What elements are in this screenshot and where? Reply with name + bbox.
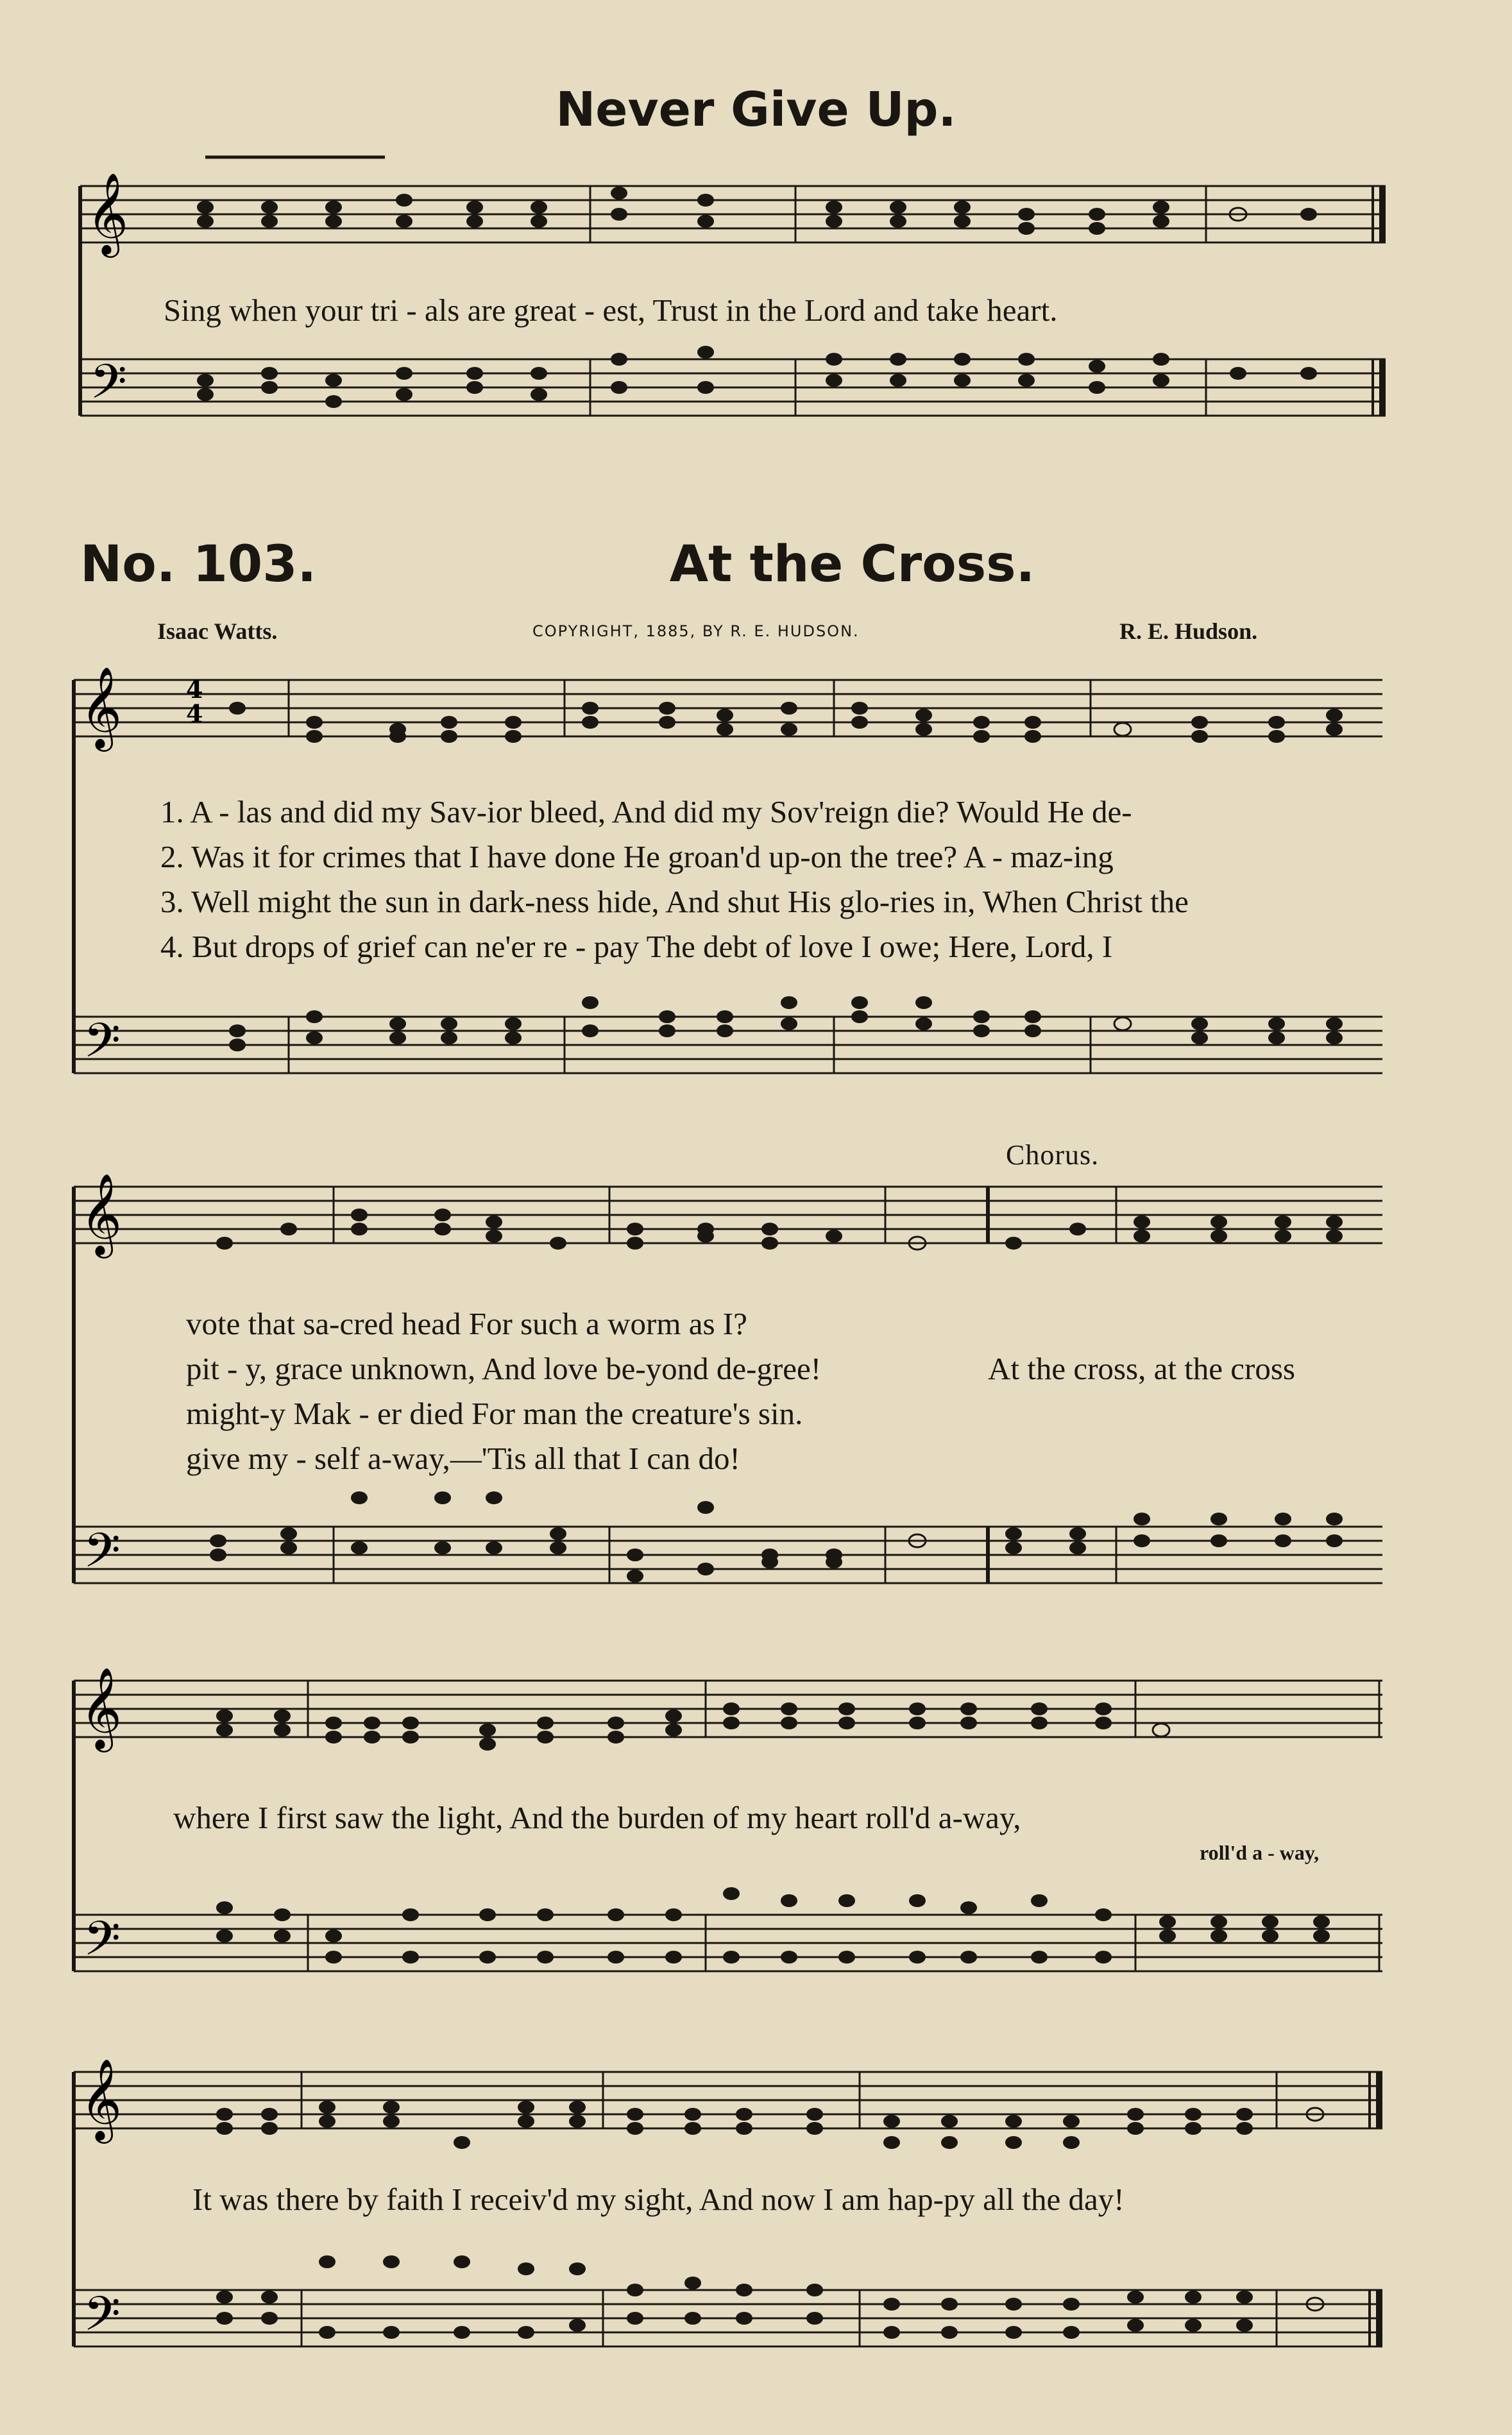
top-hymn-lyric: Sing when your tri - als are great - est, Trust in the Lord and take heart. — [164, 293, 1058, 328]
hymn-title: At the Cross. — [669, 536, 1035, 593]
verse-4-line: 4. But drops of grief can ne'er re - pay The debt of love I owe; Here, Lord, I — [160, 929, 1113, 964]
verse-2-line: 2. Was it for crimes that I have done He groan'd up-on the tree? A - maz-ing — [160, 839, 1114, 874]
svg-text:𝄞: 𝄞 — [80, 1667, 123, 1749]
svg-text:𝄞: 𝄞 — [80, 2058, 123, 2140]
composer-credit: R. E. Hudson. — [1119, 618, 1258, 644]
top-hymn-title: Never Give Up. — [556, 82, 956, 137]
svg-text:4: 4 — [186, 675, 203, 704]
svg-text:𝄢: 𝄢 — [83, 1523, 121, 1590]
chorus-label: Chorus. — [1006, 1139, 1100, 1171]
chorus-echo: roll'd a - way, — [1200, 1841, 1320, 1864]
verse-2-end: pit - y, grace unknown, And love be-yond de-gree! — [186, 1351, 822, 1386]
svg-text:𝄢: 𝄢 — [83, 1911, 121, 1978]
author-credit: Isaac Watts. — [157, 618, 278, 644]
music-system-2 — [0, 1167, 1512, 1616]
chorus-line-3: It was there by faith I receiv'd my sight, And now I am hap-py all the day! — [192, 2182, 1125, 2217]
chorus-line-2: where I first saw the light, And the burden of my heart roll'd a-way, — [173, 1800, 1021, 1835]
svg-text:𝄞: 𝄞 — [80, 666, 123, 748]
verse-1-line: 1. A - las and did my Sav-ior bleed, And did my Sov'reign die? Would He de- — [160, 794, 1132, 829]
verse-4-end: give my - self a-way,—'Tis all that I can do! — [186, 1441, 740, 1476]
svg-text:𝄞: 𝄞 — [87, 172, 129, 254]
verse-3-line: 3. Well might the sun in dark-ness hide, And shut His glo-ries in, When Christ the — [160, 884, 1189, 919]
verse-3-end: might-y Mak - er died For man the creature's sin. — [186, 1396, 803, 1431]
svg-text:𝄢: 𝄢 — [90, 354, 127, 421]
verse-1-end: vote that sa-cred head For such a worm as I? — [186, 1306, 747, 1341]
svg-text:𝄞: 𝄞 — [80, 1173, 123, 1255]
svg-text:𝄢: 𝄢 — [83, 2286, 121, 2354]
chorus-start-lyric: At the cross, at the cross — [988, 1351, 1295, 1386]
copyright-notice: COPYRIGHT, 1885, BY R. E. HUDSON. — [532, 622, 860, 640]
svg-text:4: 4 — [186, 699, 203, 728]
hymn-number: No. 103. — [80, 536, 317, 593]
svg-text:𝄢: 𝄢 — [83, 1013, 121, 1080]
